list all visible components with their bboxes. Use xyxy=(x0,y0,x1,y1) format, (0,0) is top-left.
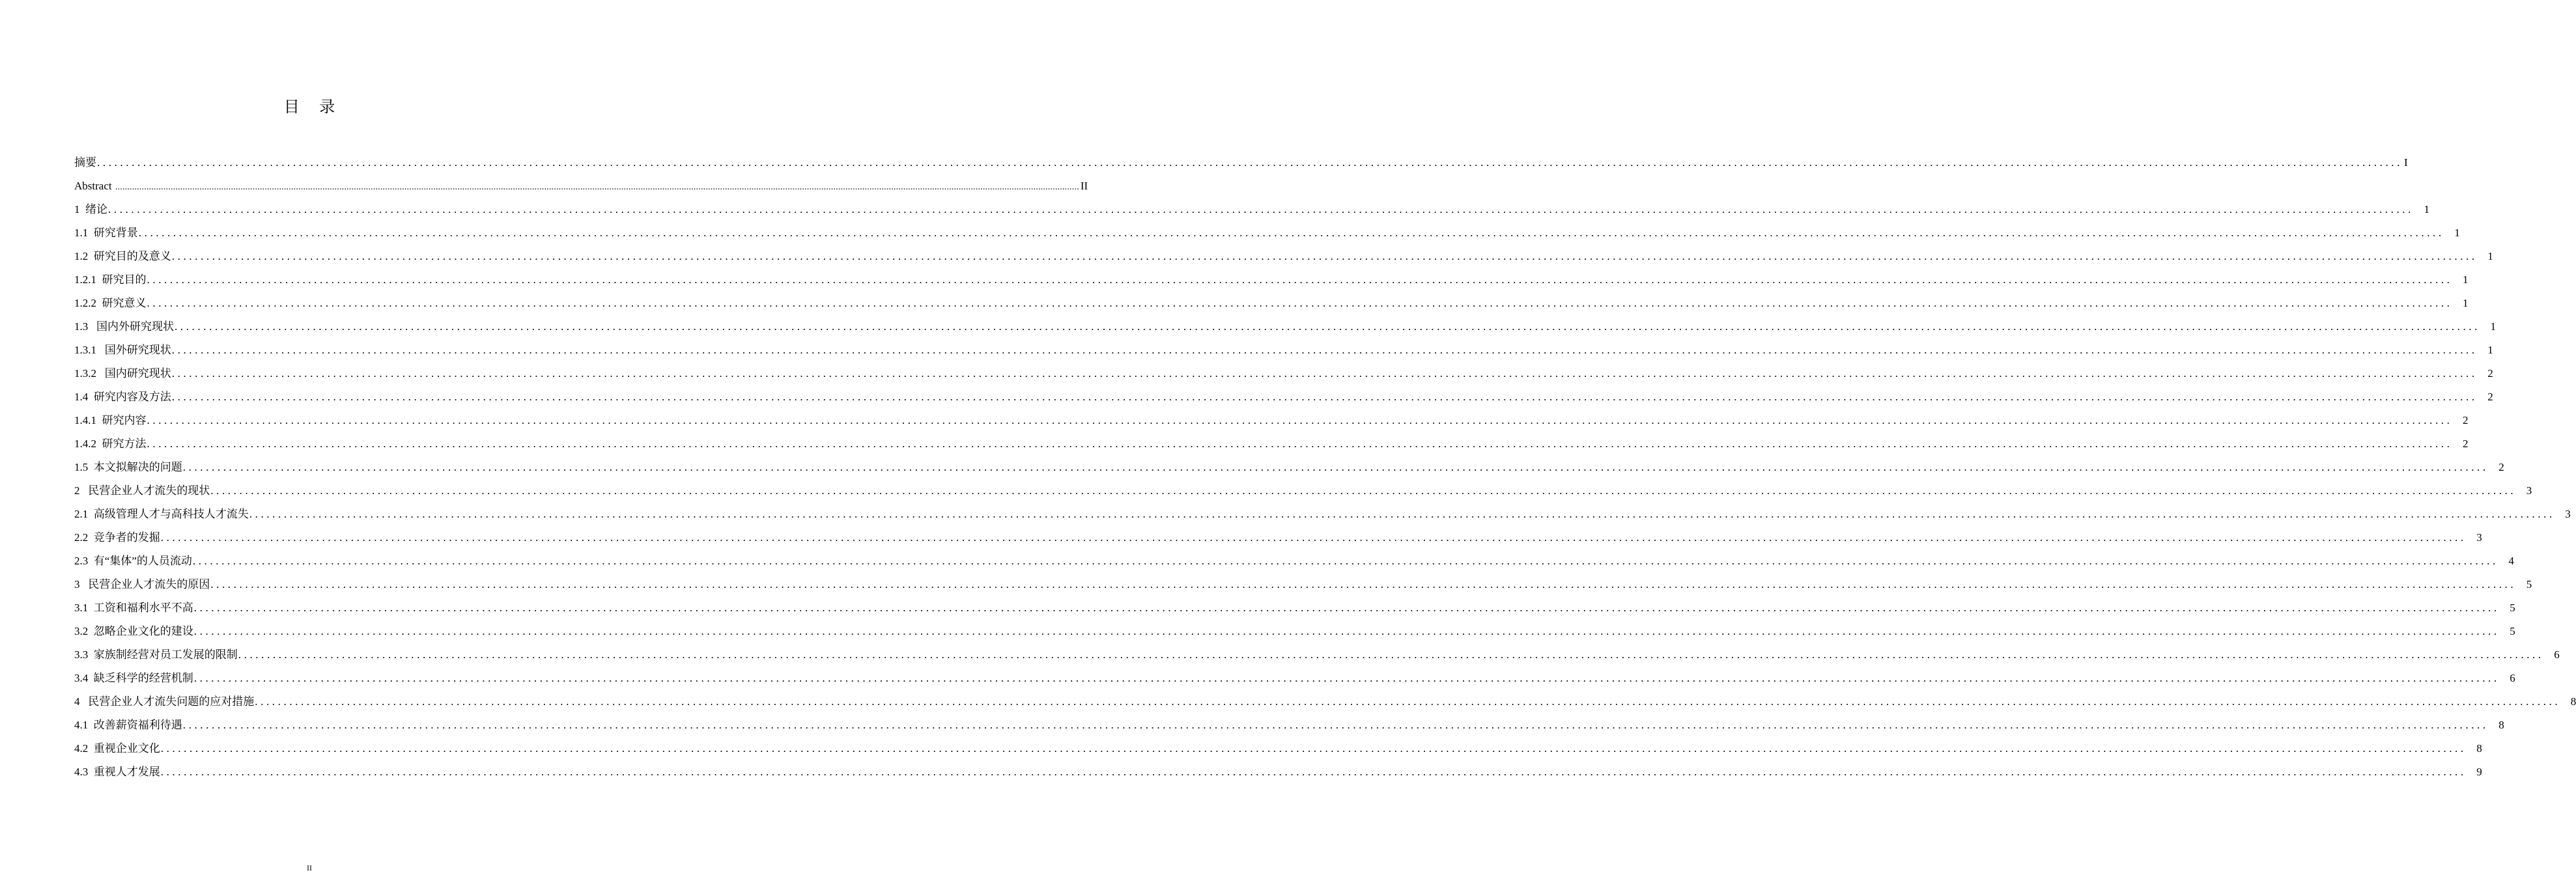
toc-entry[interactable] xyxy=(74,385,2493,409)
toc-entry-label: 1.3.2 国内研究现状 xyxy=(74,367,171,380)
toc-entry-page: 3 xyxy=(2476,531,2482,544)
toc-entry-page: 2 xyxy=(2498,461,2504,473)
toc-entry-page: 5 xyxy=(2510,602,2515,614)
toc-entry-page: 5 xyxy=(2526,578,2532,590)
toc-title: 目 录 xyxy=(283,98,335,116)
toc-dot-leader: ................................................................................................................................................................................................................................................................................................................................................................................................................ xyxy=(171,391,2478,403)
toc-entry-label: 1.2.2 研究意义 xyxy=(74,297,147,309)
toc-entry-label: Abstract xyxy=(74,180,115,192)
toc-entry-page: 5 xyxy=(2510,625,2515,637)
toc-dot-leader: ................................................................................................................................................................................................................................................................................................................................................................................................................ xyxy=(147,297,2453,309)
toc-entry-label: 1.1 研究背景 xyxy=(74,227,138,239)
toc-dot-leader: ................................................................................................................................................................................................................................................................................................................................................................................................................ xyxy=(192,555,2498,567)
toc-entry-page: 9 xyxy=(2476,766,2482,778)
toc-entry[interactable] xyxy=(74,667,2515,690)
toc-dot-leader: ................................................................................................................................................................................................................................................................................................................................................................................................................ xyxy=(210,578,2517,590)
toc-entry-label: 3.2 忽略企业文化的建设 xyxy=(74,625,193,637)
toc-entry-page: 1 xyxy=(2463,297,2469,309)
toc-entry-page: 1 xyxy=(2454,227,2460,239)
toc-entry-label: 2 民营企业人才流失的现状 xyxy=(74,484,210,497)
toc-dot-leader: ................................................................................................................................................................................................................................................................................................................................................................................................................ xyxy=(147,414,2453,426)
toc-dot-leader: ................................................................................................................................................................................................................................................................................................................................................................................................................ xyxy=(171,367,2478,380)
toc-entry[interactable] xyxy=(74,362,2493,385)
toc-entry-page: 8 xyxy=(2498,719,2504,731)
toc-dot-leader: ................................................................................................................................................................................................................................................................................................................................................................................................................ xyxy=(210,484,2517,497)
toc-entry-page: II xyxy=(1080,180,1088,192)
toc-entry[interactable] xyxy=(74,432,2469,456)
toc-entry[interactable] xyxy=(74,573,2532,596)
toc-entry-label: 4 民营企业人才流失问题的应对措施 xyxy=(74,695,255,708)
toc-dot-leader: ................................................................................................................................................................................................................................................................................................................................................................................................................ xyxy=(193,672,2500,684)
toc-entry-page: 2 xyxy=(2487,391,2493,403)
toc-entry-page: 8 xyxy=(2570,695,2576,708)
toc-entry-label: 4.3 重视人才发展 xyxy=(74,766,160,778)
toc-entry-page: 4 xyxy=(2508,555,2514,567)
toc-entry[interactable] xyxy=(74,620,2515,643)
toc-entry-page: 1 xyxy=(2487,250,2493,262)
toc-dot-leader: ................................................................................................................................................................................................................................................................................................................................................................................................................ xyxy=(182,719,2489,731)
toc-entry-label: 3.3 家族制经营对员工发展的限制 xyxy=(74,648,238,661)
toc-dot-leader: ................................................................................................................................................................................................................................................................................................................................................................................................................ xyxy=(160,531,2467,544)
toc-entry-label: 1.2 研究目的及意义 xyxy=(74,250,171,262)
toc-dot-leader: ................................................................................................................................................................................................................................................................................................................................................................................................................ xyxy=(171,344,2478,356)
toc-entry[interactable] xyxy=(74,737,2482,760)
toc-entry[interactable] xyxy=(74,292,2469,315)
toc-entry-label: 3 民营企业人才流失的原因 xyxy=(74,578,210,590)
toc-entry[interactable] xyxy=(74,151,2408,174)
toc-dot-leader: ................................................................................................................................................................................................................................................................................................................................................................................................................ xyxy=(147,438,2453,450)
toc-entry[interactable] xyxy=(74,198,2429,221)
toc-entry[interactable] xyxy=(74,315,2496,339)
toc-entry-label: 2.2 竞争者的发掘 xyxy=(74,531,160,544)
toc-dot-leader: ................................................................................................................................................................................................................................................................................................................................................................................................................ xyxy=(249,508,2555,520)
toc-entry-page: 1 xyxy=(2463,273,2469,286)
toc-dot-leader: ................................................................................................................................................................................................................................................................................................................................................................................................................ xyxy=(115,182,1079,192)
toc-dot-leader: ................................................................................................................................................................................................................................................................................................................................................................................................................ xyxy=(171,250,2478,262)
toc-entry-label: 3.4 缺乏科学的经营机制 xyxy=(74,672,193,684)
toc-dot-leader: ................................................................................................................................................................................................................................................................................................................................................................................................................ xyxy=(97,156,2403,169)
toc-entry[interactable] xyxy=(74,268,2469,292)
toc-entry[interactable] xyxy=(74,479,2532,503)
toc-entry-label: 1.4 研究内容及方法 xyxy=(74,391,171,403)
toc-entry-page: 1 xyxy=(2424,203,2429,215)
toc-entry[interactable] xyxy=(74,596,2515,620)
toc-entry-label: 1.5 本文拟解决的问题 xyxy=(74,461,182,473)
toc-entry-label: 4.2 重视企业文化 xyxy=(74,742,160,755)
toc-entry[interactable] xyxy=(74,409,2469,432)
toc-entry-label: 1.4.2 研究方法 xyxy=(74,438,147,450)
toc-entry-label: 2.3 有“集体”的人员流动 xyxy=(74,555,192,567)
toc-entry-page: 2 xyxy=(2463,414,2469,426)
toc-entry-label: 1.3.1 国外研究现状 xyxy=(74,344,171,356)
toc-entry-page: 2 xyxy=(2463,438,2469,450)
toc-dot-leader: ................................................................................................................................................................................................................................................................................................................................................................................................................ xyxy=(108,203,2414,215)
toc-dot-leader: ................................................................................................................................................................................................................................................................................................................................................................................................................ xyxy=(160,742,2467,755)
toc-entry[interactable] xyxy=(74,760,2482,784)
toc-entry-page: I xyxy=(2404,156,2408,169)
toc-entry-page: 1 xyxy=(2490,320,2496,333)
toc-entry-label: 1.2.1 研究目的 xyxy=(74,273,147,286)
toc-entry[interactable] xyxy=(74,339,2493,362)
toc-entry-page: 6 xyxy=(2510,672,2515,684)
page-number: II xyxy=(307,863,312,872)
toc-dot-leader: ................................................................................................................................................................................................................................................................................................................................................................................................................ xyxy=(193,602,2500,614)
toc-entry[interactable] xyxy=(74,174,1088,198)
toc-entry-page: 6 xyxy=(2554,648,2560,661)
toc-entry[interactable] xyxy=(74,643,2560,667)
toc-entry-label: 1.4.1 研究内容 xyxy=(74,414,147,426)
toc-entry-label: 1.3 国内外研究现状 xyxy=(74,320,174,333)
toc-entry[interactable] xyxy=(74,714,2504,737)
toc-entry-page: 8 xyxy=(2476,742,2482,755)
toc-entry-label: 3.1 工资和福利水平不高 xyxy=(74,602,193,614)
toc-list xyxy=(74,151,2576,784)
toc-entry-page: 1 xyxy=(2487,344,2493,356)
toc-dot-leader: ................................................................................................................................................................................................................................................................................................................................................................................................................ xyxy=(147,273,2453,286)
toc-entry-label: 摘要 xyxy=(74,156,96,169)
toc-dot-leader: ................................................................................................................................................................................................................................................................................................................................................................................................................ xyxy=(175,320,2480,333)
toc-dot-leader: ................................................................................................................................................................................................................................................................................................................................................................................................................ xyxy=(255,695,2561,708)
toc-entry[interactable] xyxy=(74,503,2571,526)
toc-entry[interactable] xyxy=(74,549,2514,573)
toc-entry-page: 3 xyxy=(2526,484,2532,497)
toc-entry[interactable] xyxy=(74,221,2460,245)
toc-entry-page: 3 xyxy=(2565,508,2571,520)
toc-dot-leader: ................................................................................................................................................................................................................................................................................................................................................................................................................ xyxy=(138,227,2444,239)
toc-entry-label: 2.1 高级管理人才与高科技人才流失 xyxy=(74,508,249,520)
toc-entry-page: 2 xyxy=(2487,367,2493,380)
toc-entry[interactable] xyxy=(74,690,2576,714)
toc-entry-label: 4.1 改善薪资福利待遇 xyxy=(74,719,182,731)
toc-entry[interactable] xyxy=(74,526,2482,549)
toc-entry-label: 1 绪论 xyxy=(74,203,107,215)
toc-entry[interactable] xyxy=(74,456,2504,479)
toc-dot-leader: ................................................................................................................................................................................................................................................................................................................................................................................................................ xyxy=(238,648,2544,661)
toc-dot-leader: ................................................................................................................................................................................................................................................................................................................................................................................................................ xyxy=(182,461,2489,473)
toc-dot-leader: ................................................................................................................................................................................................................................................................................................................................................................................................................ xyxy=(160,766,2467,778)
toc-entry[interactable] xyxy=(74,245,2493,268)
toc-dot-leader: ................................................................................................................................................................................................................................................................................................................................................................................................................ xyxy=(193,625,2500,637)
